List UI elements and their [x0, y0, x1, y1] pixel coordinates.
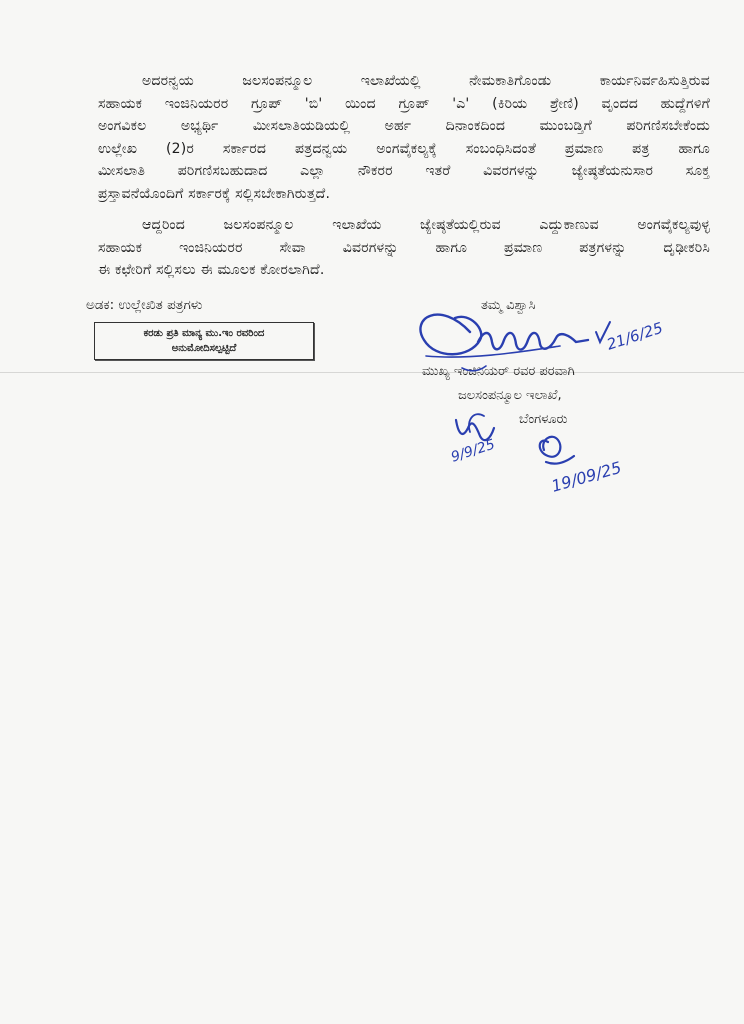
approval-stamp-line2: ಅನುಮೋದಿಸಲ್ಪಟ್ಟಿದೆ — [171, 343, 237, 354]
paragraph-2-line: ಈ ಕಛೇರಿಗೆ ಸಲ್ಲಿಸಲು ಈ ಮೂಲಕ ಕೋರಲಾಗಿದೆ. — [98, 262, 325, 278]
paragraph-1-line: ಸಹಾಯಕ ಇಂಜಿನಿಯರರ ಗ್ರೂಪ್ 'ಬಿ' ಯಿಂದ ಗ್ರೂಪ್ 'ಎ' (ಕಿರಿಯ ಶ್ರೇಣಿ) ವೃಂದದ ಹುದ್ದೆಗಳಿಗೆ — [98, 95, 710, 112]
paragraph-2-line: ಆದ್ದರಿಂದ ಜಲಸಂಪನ್ಮೂಲ ಇಲಾಖೆಯ ಜ್ಯೇಷ್ಠತೆಯಲ್ಲಿರುವ ಎದ್ದುಕಾಣುವ ಅಂಗವೈಕಲ್ಯವುಳ್ಳ — [142, 217, 710, 233]
closing-salutation: ತಮ್ಮ ವಿಶ್ವಾಸಿ — [481, 298, 536, 313]
initial-stroke-2 — [540, 437, 574, 464]
signature-date: 21/6/25 — [604, 318, 666, 354]
paragraph-1-line: ಮೀಸಲಾತಿ ಪರಿಗಣಿಸಬಹುದಾದ ಎಲ್ಲಾ ನೌಕರರ ಇತರೆ ವಿವರಗಳನ್ನು ಜ್ಯೇಷ್ಠತೆಯನುಸಾರ ಸೂಕ್ತ — [98, 163, 710, 179]
signatory-department: ಜಲಸಂಪನ್ಮೂಲ ಇಲಾಖೆ, — [458, 388, 562, 403]
paragraph-1-line: ಅದರನ್ವಯ ಜಲಸಂಪನ್ಮೂಲ ಇಲಾಖೆಯಲ್ಲಿ ನೇಮಕಾತಿಗೊಂಡು ಕಾರ್ಯನಿರ್ವಹಿಸುತ್ತಿರುವ — [142, 73, 710, 89]
paragraph-2 — [98, 214, 710, 282]
initial-stroke-1-loop — [469, 414, 484, 432]
signature-underline — [426, 346, 560, 357]
signatory-city: ಬೆಂಗಳೂರು — [519, 412, 568, 427]
enclosure-label: ಅಡಕ: ಉಲ್ಲೇಖಿತ ಪತ್ರಗಳು — [86, 297, 203, 313]
initial-date-1: 9/9/25 — [449, 436, 497, 466]
approval-stamp — [94, 322, 314, 360]
signatory-designation: ಮುಖ್ಯ ಇಂಜಿನಿಯರ್ ರವರ ಪರವಾಗಿ — [422, 364, 575, 379]
signature-tick — [596, 322, 610, 342]
initial-stroke-1 — [456, 420, 494, 440]
paragraph-1 — [98, 70, 710, 205]
approval-stamp-line1: ಕರಡು ಪ್ರತಿ ಮಾನ್ಯ ಮು.ಇಂ ರವರಿಂದ — [143, 328, 265, 339]
signature-stroke — [420, 315, 588, 355]
paragraph-1-line: ಅಂಗವಿಕಲ ಅಭ್ಯರ್ಥಿ ಮೀಸಲಾತಿಯಡಿಯಲ್ಲಿ ಅರ್ಹ ದಿನಾಂಕದಿಂದ ಮುಂಬಡ್ತಿಗೆ ಪರಿಗಣಿಸಬೇಕೆಂದು — [98, 118, 710, 134]
fold-line — [0, 372, 744, 373]
paragraph-1-line: ಪ್ರಸ್ತಾವನೆಯೊಂದಿಗೆ ಸರ್ಕಾರಕ್ಕೆ ಸಲ್ಲಿಸಬೇಕಾಗಿರುತ್ತದೆ. — [98, 185, 331, 202]
initial-date-2: 19/09/25 — [549, 457, 624, 496]
paragraph-2-line: ಸಹಾಯಕ ಇಂಜಿನಿಯರರ ಸೇವಾ ವಿವರಗಳನ್ನು ಹಾಗೂ ಪ್ರಮಾಣ ಪತ್ರಗಳನ್ನು ದೃಢೀಕರಿಸಿ — [98, 239, 710, 256]
paragraph-1-line: ಉಲ್ಲೇಖ (2)ರ ಸರ್ಕಾರದ ಪತ್ರದನ್ವಯ ಅಂಗವೈಕಲ್ಯಕ್ಕೆ ಸಂಬಂಧಿಸಿದಂತೆ ಪ್ರಮಾಣ ಪತ್ರ ಹಾಗೂ — [98, 140, 710, 157]
